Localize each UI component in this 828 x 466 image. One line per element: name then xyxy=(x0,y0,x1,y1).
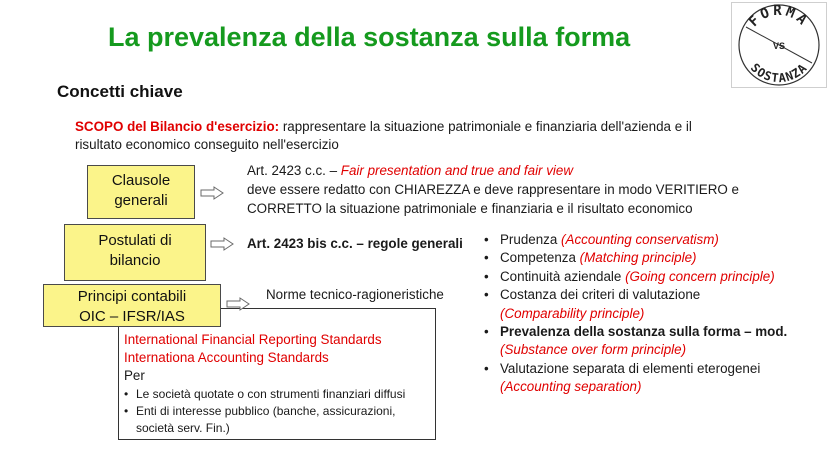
box-line: Postulati di xyxy=(98,232,172,249)
scopo-paragraph xyxy=(75,118,725,154)
principle-text: Continuità aziendale xyxy=(500,268,626,284)
list-item: • Enti di interesse pubblico (banche, assicurazioni, xyxy=(124,403,405,420)
box-line: generali xyxy=(114,192,168,209)
forma-vs-sostanza-logo xyxy=(731,2,827,88)
postulati-bilancio-box xyxy=(64,224,206,281)
section-heading: Concetti chiave xyxy=(57,82,183,101)
list-item xyxy=(484,268,787,286)
principle-text: Competenza xyxy=(500,250,580,266)
principle-english: (Accounting separation) xyxy=(500,379,642,395)
art-2423-prefix: Art. 2423 c.c. – xyxy=(247,163,341,178)
principi-contabili-box xyxy=(43,284,221,327)
principle-text: Prudenza xyxy=(500,232,562,247)
principle-english: (Accounting conservatism) xyxy=(561,232,719,247)
arrow-right-icon xyxy=(210,237,234,251)
art-2423-text xyxy=(247,161,739,218)
principle-english: (Comparability principle) xyxy=(500,305,645,321)
list-item xyxy=(484,286,787,323)
page-title: La prevalenza della sostanza sulla forma xyxy=(108,22,631,52)
principle-text: Costanza dei criteri di valutazione xyxy=(500,287,701,303)
list-item xyxy=(484,360,787,397)
principle-english: (Substance over form principle) xyxy=(500,342,687,358)
principles-list xyxy=(484,231,787,397)
scopo-text-line2: risultato economico conseguito nell'esercizio xyxy=(75,137,339,152)
art-2423-line2: deve essere redatto con CHIAREZZA e deve rappresentare in modo VERITIERO e xyxy=(247,182,739,197)
svg-text:FORMA xyxy=(746,3,812,30)
norme-text: Norme tecnico-ragioneristiche xyxy=(266,287,444,302)
ias-line: Internationa Accounting Standards xyxy=(124,350,329,365)
list-item: • Le società quotate o con strumenti finanziari diffusi xyxy=(124,386,405,403)
principle-text: Prevalenza della sostanza sulla forma – mod. xyxy=(500,324,788,340)
principle-english: (Going concern principle) xyxy=(625,268,775,284)
per-label: Per xyxy=(124,368,145,383)
ifrs-line: International Financial Reporting Standards xyxy=(124,332,382,347)
art-2423-emphasis: Fair presentation and true and fair view xyxy=(340,163,574,178)
standards-text xyxy=(124,331,382,385)
list-item xyxy=(484,249,787,267)
scopo-text-line1: rappresentare la situazione patrimoniale e finanziaria dell'azienda e il xyxy=(279,119,692,134)
scopo-label: SCOPO del Bilancio d'esercizio: xyxy=(75,119,280,134)
svg-text:SOSTANZA xyxy=(748,61,810,86)
arrow-right-icon xyxy=(200,186,224,200)
clausole-generali-box xyxy=(87,165,195,219)
box-line: Clausole xyxy=(111,172,171,189)
art-2423-bis-text: Art. 2423 bis c.c. – regole generali xyxy=(247,236,463,251)
logo-bottom-text: SOSTANZA xyxy=(747,60,811,86)
arrow-right-icon xyxy=(226,297,250,311)
logo-middle-text: VS xyxy=(772,41,786,51)
list-item xyxy=(484,323,787,360)
list-item xyxy=(484,231,787,249)
list-item-continuation: società serv. Fin.) xyxy=(136,421,230,435)
principle-text: Valutazione separata di elementi eterogenei xyxy=(500,360,761,376)
box-line: bilancio xyxy=(109,252,161,269)
box-line: OIC – IFSR/IAS xyxy=(79,308,185,325)
principle-english: (Matching principle) xyxy=(579,250,697,266)
logo-top-text: FORMA xyxy=(745,3,813,31)
box-line: Principi contabili xyxy=(77,288,187,305)
art-2423-line3: CORRETTO la situazione patrimoniale e finanziaria e il risultato economico xyxy=(247,201,693,216)
standards-list xyxy=(124,386,405,437)
